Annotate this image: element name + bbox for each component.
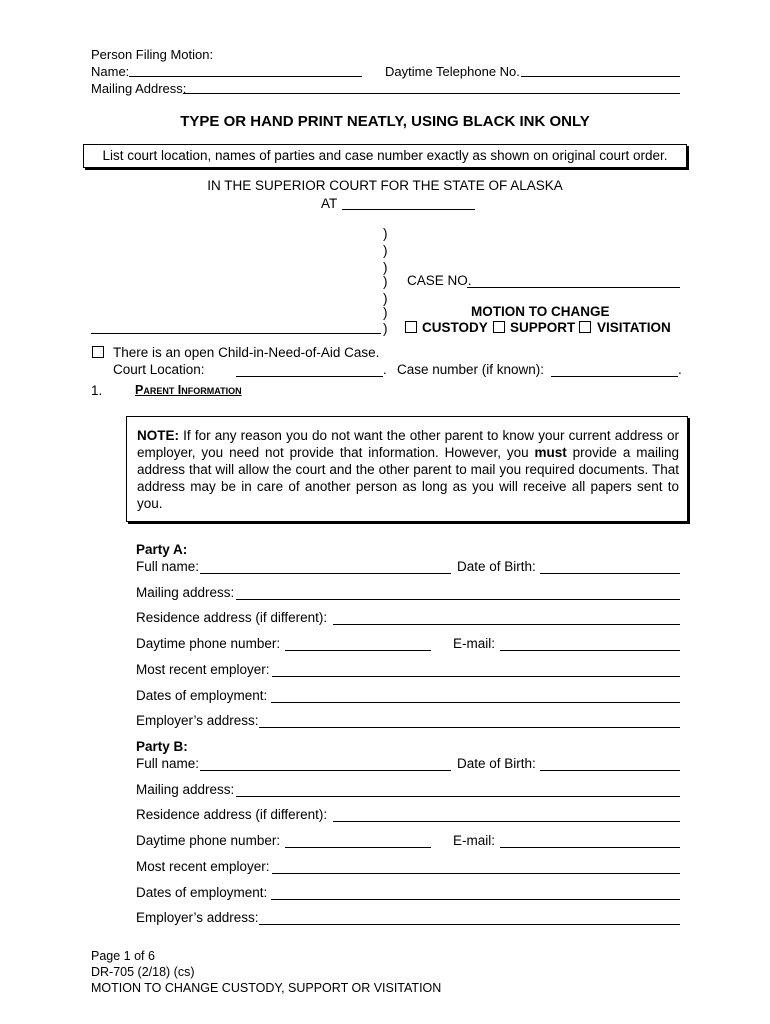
note-text: provide a mailing address that will allow the court and the other parent to mail you required documents. That address may be in care of another person as long as you will receive all papers sent to you. (137, 445, 679, 511)
party-a-full-name-label: Full name: (136, 559, 200, 574)
note-text: If for any reason you do not want the other parent to know your current address or employer, you need not provide that information. However, you (137, 428, 679, 460)
person-filing-label: Person Filing Motion: (91, 47, 214, 62)
mailing-address-field[interactable] (183, 93, 680, 94)
party-a-dob-field[interactable] (540, 573, 680, 574)
caption-paren: ) (383, 291, 388, 306)
footer-title: MOTION TO CHANGE CUSTODY, SUPPORT OR VISITATION (91, 981, 442, 995)
party-b-employer-label: Most recent employer: (136, 859, 270, 874)
party-b-residence-field[interactable] (333, 821, 680, 822)
caption-paren: ) (383, 274, 388, 289)
name-field[interactable] (129, 76, 362, 77)
note-emphasis: must (534, 445, 567, 460)
caption-paren: ) (383, 243, 388, 258)
party-b-residence-label: Residence address (if different): (136, 807, 328, 822)
cina-checkbox[interactable] (92, 346, 104, 358)
party-a-dates-label: Dates of employment: (136, 688, 268, 703)
note-label: NOTE: (137, 428, 179, 443)
phone-label: Daytime Telephone No. (385, 64, 520, 79)
cina-case-number-label: Case number (if known): (397, 362, 545, 377)
party-b-heading: Party B: (136, 739, 188, 754)
party-a-mailing-label: Mailing address: (136, 585, 235, 600)
support-label: SUPPORT (510, 320, 576, 335)
caption-paren: ) (383, 226, 388, 241)
case-no-label: CASE NO. (407, 273, 472, 288)
party-b-phone-label: Daytime phone number: (136, 833, 281, 848)
party-b-employer-address-field[interactable] (259, 924, 680, 925)
instruction-banner: List court location, names of parties and case number exactly as shown on original court order. (83, 144, 687, 168)
custody-label: CUSTODY (422, 320, 488, 335)
party-a-employer-label: Most recent employer: (136, 662, 270, 677)
party-b-phone-field[interactable] (285, 847, 431, 848)
at-label: AT (321, 196, 338, 211)
party-a-residence-label: Residence address (if different): (136, 610, 328, 625)
party-b-dates-field[interactable] (271, 899, 680, 900)
party-b-dates-label: Dates of employment: (136, 885, 268, 900)
party-b-employer-address-label: Employer’s address: (136, 910, 259, 925)
party-a-heading: Party A: (136, 542, 188, 557)
page-number: Page 1 of 6 (91, 949, 155, 963)
visitation-label: VISITATION (597, 320, 671, 335)
party-a-employer-address-field[interactable] (259, 727, 680, 728)
cina-court-location-label: Court Location: (113, 362, 205, 377)
page-title: TYPE OR HAND PRINT NEATLY, USING BLACK INK ONLY (180, 113, 590, 130)
name-label: Name: (91, 64, 130, 79)
party-b-dob-label: Date of Birth: (457, 756, 536, 771)
party-a-email-label: E-mail: (453, 636, 496, 651)
period: . (678, 362, 682, 377)
party-b-email-field[interactable] (500, 847, 680, 848)
form-number: DR-705 (2/18) (cs) (91, 965, 195, 979)
party-a-employer-address-label: Employer’s address: (136, 713, 259, 728)
caption-paren: ) (383, 260, 388, 275)
party-b-mailing-label: Mailing address: (136, 782, 235, 797)
party-b-mailing-field[interactable] (236, 796, 680, 797)
note-box (126, 416, 688, 522)
parties-field[interactable] (91, 333, 381, 334)
caption-paren: ) (383, 305, 388, 320)
party-a-employer-field[interactable] (272, 676, 680, 677)
caption-paren: ) (383, 321, 388, 336)
visitation-checkbox[interactable] (579, 321, 591, 333)
cina-court-location-field[interactable] (236, 376, 383, 377)
court-heading: IN THE SUPERIOR COURT FOR THE STATE OF ALASKA (207, 178, 563, 193)
section-number: 1. (91, 383, 103, 398)
party-b-employer-field[interactable] (272, 873, 680, 874)
party-a-phone-field[interactable] (285, 650, 431, 651)
phone-field[interactable] (521, 76, 680, 77)
cina-case-number-field[interactable] (551, 376, 678, 377)
party-a-residence-field[interactable] (333, 624, 680, 625)
period: . (383, 362, 387, 377)
motion-title: MOTION TO CHANGE (471, 304, 610, 319)
party-b-email-label: E-mail: (453, 833, 496, 848)
party-b-full-name-field[interactable] (200, 770, 451, 771)
custody-checkbox[interactable] (405, 321, 417, 333)
court-location-field[interactable] (342, 209, 475, 210)
party-a-phone-label: Daytime phone number: (136, 636, 281, 651)
party-a-full-name-field[interactable] (200, 573, 451, 574)
party-a-dob-label: Date of Birth: (457, 559, 536, 574)
mailing-address-label: Mailing Address: (91, 81, 187, 96)
party-a-mailing-field[interactable] (236, 599, 680, 600)
party-b-dob-field[interactable] (540, 770, 680, 771)
party-a-email-field[interactable] (500, 650, 680, 651)
party-b-full-name-label: Full name: (136, 756, 200, 771)
case-no-field[interactable] (467, 287, 680, 288)
party-a-dates-field[interactable] (271, 702, 680, 703)
cina-label: There is an open Child-in-Need-of-Aid Case. (113, 345, 380, 360)
support-checkbox[interactable] (493, 321, 505, 333)
section-title: Parent Information (135, 383, 242, 397)
